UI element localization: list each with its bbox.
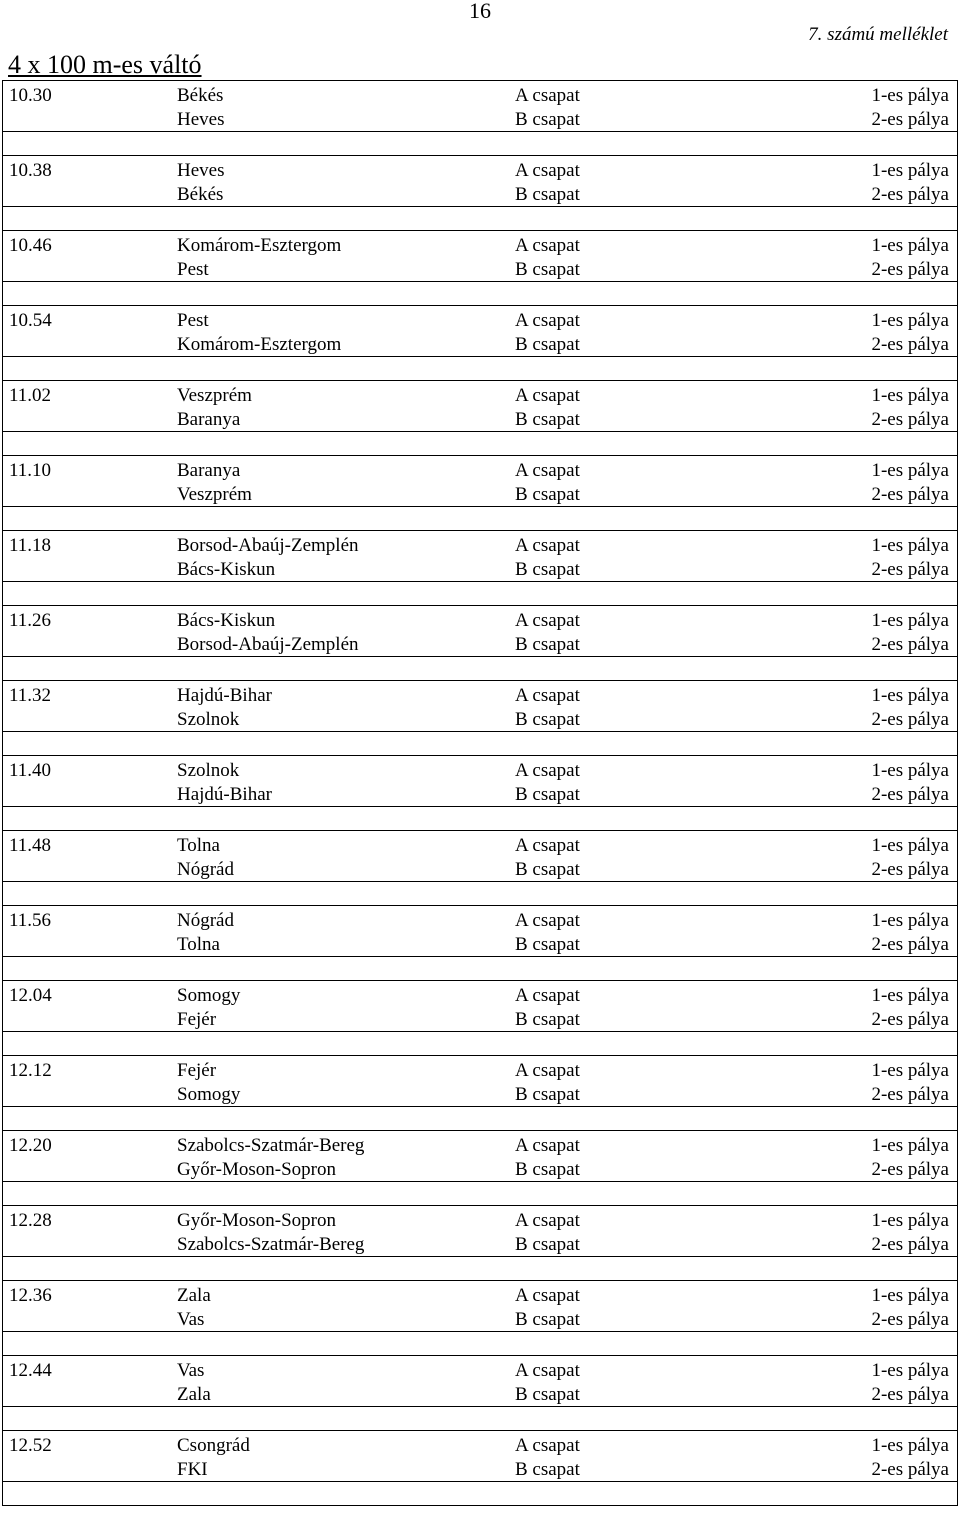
team-label: B csapat [515,334,580,355]
heat-time: 12.44 [9,1360,52,1381]
county-name: Bács-Kiskun [177,559,276,580]
heat-time: 10.30 [9,85,52,106]
county-name: Fejér [177,1009,217,1030]
heat-time: 12.28 [9,1210,52,1231]
lane-label: 2-es pálya [871,934,949,955]
table-row [3,482,957,507]
heat-time: 12.04 [9,985,52,1006]
lane-label: 1-es pálya [871,385,949,406]
county-name: Csongrád [177,1435,250,1456]
lane-label: 1-es pálya [871,1210,949,1231]
table-row [3,257,957,282]
lane-label: 2-es pálya [871,634,949,655]
lane-label: 2-es pálya [871,1459,949,1480]
table-row [3,707,957,732]
table-row [3,1208,957,1233]
lane-label: 1-es pálya [871,1360,949,1381]
lane-label: 1-es pálya [871,460,949,481]
county-name: Veszprém [177,385,252,406]
lane-label: 2-es pálya [871,1384,949,1405]
team-label: B csapat [515,784,580,805]
heat-group [3,606,957,681]
table-row [3,107,957,132]
table-row [3,983,957,1008]
team-label: A csapat [515,310,580,331]
heat-group [3,1056,957,1131]
heat-time: 12.20 [9,1135,52,1156]
heat-time: 10.54 [9,310,52,331]
team-label: A csapat [515,1435,580,1456]
table-row [3,1433,957,1458]
county-name: Nógrád [177,859,234,880]
county-name: Komárom-Esztergom [177,235,342,256]
team-label: A csapat [515,160,580,181]
table-row [3,1133,957,1158]
lane-label: 1-es pálya [871,235,949,256]
heat-time: 11.48 [9,835,52,856]
lane-label: 2-es pálya [871,1009,949,1030]
heat-time: 12.52 [9,1435,52,1456]
table-row [3,332,957,357]
lane-label: 2-es pálya [871,1084,949,1105]
lane-label: 1-es pálya [871,1435,949,1456]
table-row [3,83,957,108]
lane-label: 2-es pálya [871,184,949,205]
team-label: A csapat [515,910,580,931]
county-name: Zala [177,1285,211,1306]
lane-label: 1-es pálya [871,1060,949,1081]
heat-group [3,1206,957,1281]
heat-group [3,306,957,381]
county-name: Fejér [177,1060,217,1081]
lane-label: 2-es pálya [871,1309,949,1330]
county-name: Pest [177,259,209,280]
heat-time: 11.32 [9,685,52,706]
lane-label: 2-es pálya [871,709,949,730]
county-name: Békés [177,184,224,205]
team-label: A csapat [515,1360,580,1381]
county-name: Tolna [177,835,220,856]
county-name: Veszprém [177,484,252,505]
table-row [3,1358,957,1383]
heat-group [3,906,957,981]
team-label: A csapat [515,985,580,1006]
county-name: Bács-Kiskun [177,610,276,631]
county-name: Békés [177,85,224,106]
table-row [3,632,957,657]
table-row [3,857,957,882]
team-label: A csapat [515,460,580,481]
document-title: 4 x 100 m-es váltó [8,50,202,79]
team-label: B csapat [515,559,580,580]
county-name: Nógrád [177,910,234,931]
lane-label: 1-es pálya [871,910,949,931]
team-label: B csapat [515,709,580,730]
team-label: A csapat [515,760,580,781]
team-label: B csapat [515,109,580,130]
table-row [3,308,957,333]
heat-group [3,156,957,231]
heat-group [3,456,957,531]
team-label: A csapat [515,85,580,106]
team-label: B csapat [515,859,580,880]
lane-label: 2-es pálya [871,1234,949,1255]
team-label: B csapat [515,184,580,205]
lane-label: 1-es pálya [871,1135,949,1156]
heat-time: 11.40 [9,760,52,781]
lane-label: 1-es pálya [871,1285,949,1306]
lane-label: 2-es pálya [871,409,949,430]
heat-group [3,231,957,306]
heat-group [3,381,957,456]
heat-time: 10.38 [9,160,52,181]
heat-time: 12.12 [9,1060,52,1081]
team-label: A csapat [515,535,580,556]
heat-group [3,531,957,606]
lane-label: 2-es pálya [871,109,949,130]
table-row [3,758,957,783]
county-name: Somogy [177,1084,241,1105]
lane-label: 2-es pálya [871,1159,949,1180]
page-number: 16 [469,0,491,23]
table-row [3,1058,957,1083]
lane-label: 1-es pálya [871,835,949,856]
lane-label: 1-es pálya [871,760,949,781]
team-label: B csapat [515,259,580,280]
county-name: Győr-Moson-Sopron [177,1159,337,1180]
lane-label: 2-es pálya [871,859,949,880]
county-name: Komárom-Esztergom [177,334,342,355]
table-row [3,233,957,258]
lane-label: 1-es pálya [871,985,949,1006]
heat-group [3,1356,957,1431]
table-row [3,932,957,957]
team-label: B csapat [515,1384,580,1405]
heat-group [3,1131,957,1206]
table-row [3,533,957,558]
county-name: Vas [177,1309,205,1330]
team-label: A csapat [515,835,580,856]
county-name: Szolnok [177,709,240,730]
heat-time: 12.36 [9,1285,52,1306]
county-name: FKI [177,1459,208,1480]
heat-group [3,831,957,906]
team-label: A csapat [515,685,580,706]
heat-time: 11.02 [9,385,52,406]
team-label: B csapat [515,409,580,430]
lane-label: 1-es pálya [871,610,949,631]
relay-schedule-table [2,80,958,1506]
team-label: B csapat [515,634,580,655]
team-label: B csapat [515,1084,580,1105]
table-row [3,158,957,183]
team-label: A csapat [515,1210,580,1231]
team-label: A csapat [515,1135,580,1156]
table-row [3,908,957,933]
lane-label: 1-es pálya [871,160,949,181]
heat-group [3,1281,957,1356]
lane-label: 1-es pálya [871,85,949,106]
table-row [3,1382,957,1407]
lane-label: 2-es pálya [871,784,949,805]
heat-group [3,81,957,156]
table-row [3,833,957,858]
heat-group [3,981,957,1056]
table-row [3,383,957,408]
table-row [3,683,957,708]
team-label: A csapat [515,235,580,256]
lane-label: 1-es pálya [871,535,949,556]
heat-time: 11.18 [9,535,52,556]
lane-label: 2-es pálya [871,484,949,505]
county-name: Zala [177,1384,211,1405]
table-row [3,1082,957,1107]
team-label: A csapat [515,610,580,631]
lane-label: 2-es pálya [871,559,949,580]
team-label: B csapat [515,934,580,955]
county-name: Somogy [177,985,241,1006]
heat-time: 11.56 [9,910,52,931]
county-name: Tolna [177,934,220,955]
lane-label: 1-es pálya [871,310,949,331]
team-label: B csapat [515,1459,580,1480]
table-row [3,1007,957,1032]
lane-label: 1-es pálya [871,685,949,706]
table-row [3,458,957,483]
team-label: B csapat [515,1159,580,1180]
county-name: Hajdú-Bihar [177,784,272,805]
table-row [3,608,957,633]
county-name: Borsod-Abaúj-Zemplén [177,535,359,556]
table-row [3,1232,957,1257]
table-row [3,1307,957,1332]
team-label: B csapat [515,1309,580,1330]
table-row [3,1283,957,1308]
heat-group [3,681,957,756]
county-name: Baranya [177,409,241,430]
team-label: B csapat [515,1009,580,1030]
county-name: Heves [177,109,225,130]
team-label: B csapat [515,1234,580,1255]
county-name: Heves [177,160,225,181]
heat-group [3,1431,957,1506]
heat-group [3,756,957,831]
table-row [3,407,957,432]
table-row [3,182,957,207]
heat-time: 11.10 [9,460,52,481]
heat-time: 10.46 [9,235,52,256]
team-label: B csapat [515,484,580,505]
county-name: Szabolcs-Szatmár-Bereg [177,1135,365,1156]
county-name: Hajdú-Bihar [177,685,272,706]
table-row [3,557,957,582]
county-name: Szabolcs-Szatmár-Bereg [177,1234,365,1255]
county-name: Pest [177,310,209,331]
appendix-label: 7. számú melléklet [808,24,948,45]
lane-label: 2-es pálya [871,334,949,355]
table-row [3,782,957,807]
table-row [3,1457,957,1482]
heat-time: 11.26 [9,610,52,631]
lane-label: 2-es pálya [871,259,949,280]
county-name: Borsod-Abaúj-Zemplén [177,634,359,655]
team-label: A csapat [515,1285,580,1306]
county-name: Győr-Moson-Sopron [177,1210,337,1231]
team-label: A csapat [515,385,580,406]
table-row [3,1157,957,1182]
county-name: Baranya [177,460,241,481]
county-name: Szolnok [177,760,240,781]
county-name: Vas [177,1360,205,1381]
team-label: A csapat [515,1060,580,1081]
